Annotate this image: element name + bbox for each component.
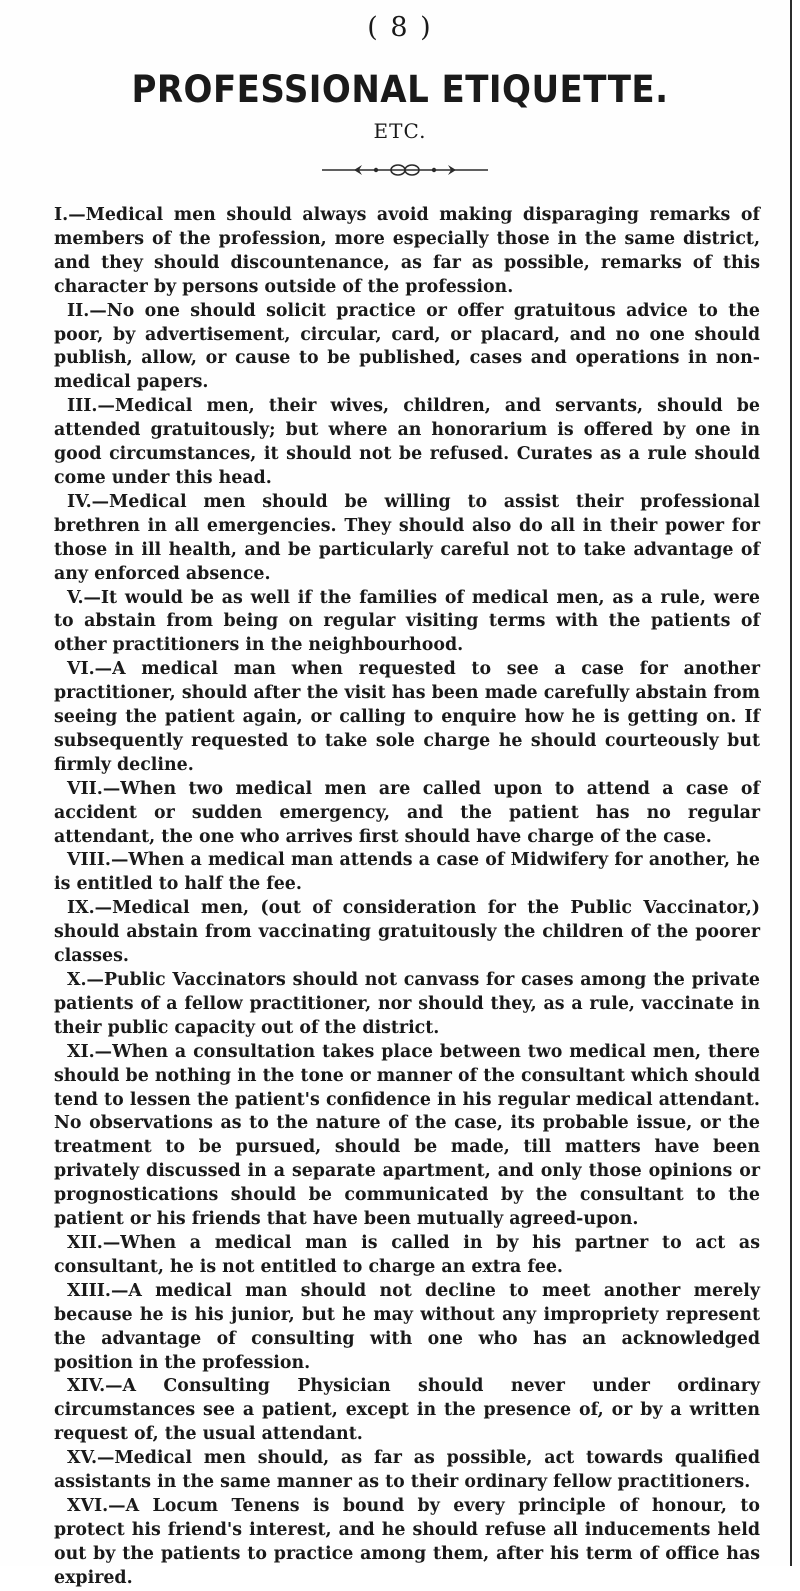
rule-item (54, 1375, 760, 1447)
rule-text: A Locum Tenens is bound by every principle of honour, to protect his friend's interest, and he should refuse all inducements held out by the patients to practice among them, after his term of office has expired. (54, 1495, 760, 1588)
page-title: PROFESSIONAL ETIQUETTE. (131, 68, 669, 111)
rule-numeral: XIV.— (67, 1376, 123, 1397)
rule-item (54, 395, 760, 491)
rule-numeral: VI.— (67, 659, 113, 680)
rule-item (54, 658, 760, 778)
rule-item (54, 1232, 760, 1280)
rule-numeral: VII.— (67, 778, 121, 799)
rule-item (54, 1447, 760, 1495)
rule-item (54, 897, 760, 969)
rule-numeral: V.— (67, 587, 101, 608)
rule-text: Medical men, (out of consideration for the Public Vaccinator,) should abstain from vaccinating gratuitously the children of the poorer classes. (54, 898, 760, 967)
rule-item (54, 849, 760, 897)
rules-list (54, 204, 760, 1591)
rule-text: When two medical men are called upon to attend a case of accident or sudden emergency, and the patient has no regular attendant, the one who arrives first should have charge of the case. (54, 778, 760, 847)
rule-text: A Consulting Physician should never under ordinary circumstances see a patient, except in the presence of, or by a written request of, the usual attendant. (54, 1376, 760, 1445)
rule-numeral: X.— (67, 970, 104, 990)
rule-text: No one should solicit practice or offer gratuitous advice to the poor, by advertisement, circular, card, or placard, and no one should publish, allow, or cause to be published, cases and operations in non-medical papers. (54, 300, 760, 393)
rule-item (54, 300, 760, 396)
rule-text: Medical men should, as far as possible, act towards qualified assistants in the same manner as to their ordinary fellow practitioners. (54, 1448, 760, 1493)
rule-item (54, 969, 760, 1041)
rule-item (54, 204, 760, 300)
rule-item (54, 778, 760, 850)
page-number: ( 8 ) (367, 12, 433, 43)
rule-text: A medical man when requested to see a case for another practitioner, should after the visit has been made carefully abstain from seeing the patient again, or calling to enquire how he is getting on. If subsequently requested to take sole charge he should courteously but firmly decline. (54, 659, 760, 775)
rule-item (54, 491, 760, 587)
rule-text: Medical men should be willing to assist their professional brethren in all emergencies. They should also do all in their power for those in ill health, and be particularly careful not to take advantage of any enforced absence. (54, 491, 760, 584)
rule-numeral: III.— (67, 396, 115, 417)
rule-numeral: XIII.— (67, 1280, 129, 1301)
rule-text: When a medical man attends a case of Midwifery for another, he is entitled to half the fee. (54, 850, 760, 895)
rule-numeral: XV.— (67, 1448, 115, 1469)
rule-item (54, 1495, 760, 1591)
rule-numeral: I.— (54, 205, 86, 225)
rule-item (54, 587, 760, 659)
page-subtitle: ETC. (373, 119, 427, 143)
rule-numeral: IV.— (67, 491, 110, 512)
rule-text: A medical man should not decline to meet another merely because he is his junior, but he may without any impropriety represent the advantage of consulting with one who has an acknowledged position in the profession. (54, 1280, 760, 1373)
rule-item (54, 1041, 760, 1232)
rule-item (54, 1280, 760, 1376)
rule-text: It would be as well if the families of medical men, as a rule, were to abstain from being on regular visiting terms with the patients of other practitioners in the neighbourhood. (54, 587, 760, 656)
rule-text: Medical men should always avoid making disparaging remarks of members of the profession, more especially those in the same district, and they should discountenance, as far as possible, remarks of this character by persons outside of the profession. (54, 205, 760, 297)
rule-numeral: XVI.— (67, 1495, 126, 1516)
rule-numeral: XI.— (67, 1041, 113, 1062)
rule-text: When a consultation takes place between two medical men, there should be nothing in the tone or manner of the consultant which should tend to lessen the patient's confidence in his regular medical attendant. No observations as to the nature of the case, its probable issue, or the treatment to be pursued, should be made, till matters have been privately discussed in a separate apartment, and only those opinions or prognostications should be communicated by the consultant to the patient or his friends that have been mutually agreed-upon. (54, 1041, 760, 1230)
rule-text: Medical men, their wives, children, and servants, should be attended gratuitously; but where an honorarium is offered by one in good circumstances, it should not be refused. Curates as a rule should come under this head. (54, 396, 760, 488)
ornament-divider-icon (320, 158, 490, 182)
rule-numeral: VIII.— (67, 850, 129, 871)
rule-text: When a medical man is called in by his partner to act as consultant, he is not entitled to charge an extra fee. (54, 1232, 760, 1277)
rule-numeral: II.— (67, 300, 107, 321)
rule-numeral: XII.— (67, 1232, 121, 1253)
rule-text: Public Vaccinators should not canvass for cases among the private patients of a fellow practitioner, nor should they, as a rule, vaccinate in their public capacity out of the district. (54, 970, 760, 1038)
rule-numeral: IX.— (67, 898, 113, 919)
page-edge-line (790, 0, 792, 1566)
